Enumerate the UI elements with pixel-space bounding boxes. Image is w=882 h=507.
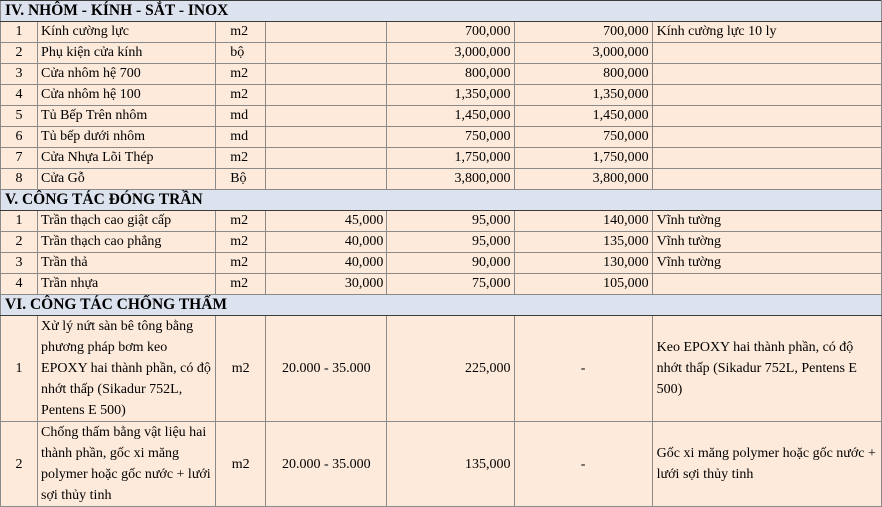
price-cell[interactable]: 75,000 (387, 274, 514, 295)
table-row[interactable] (1, 232, 882, 253)
item-name-cell[interactable]: Chống thấm bằng vật liệu hai thành phần, gốc xi măng polymer hoặc gốc nước + lưới sợi thủy tinh (38, 422, 216, 507)
stt-cell[interactable]: 6 (1, 127, 38, 148)
price-cell[interactable] (266, 148, 387, 169)
total-cell[interactable]: 1,450,000 (514, 106, 652, 127)
item-name-cell[interactable]: Trần thả (38, 253, 216, 274)
price-cell[interactable]: 20.000 - 35.000 (266, 316, 387, 422)
table-row[interactable] (1, 148, 882, 169)
price-cell[interactable]: 3,800,000 (387, 169, 514, 190)
table-row[interactable] (1, 43, 882, 64)
price-cell[interactable]: 40,000 (266, 253, 387, 274)
stt-cell[interactable]: 3 (1, 64, 38, 85)
stt-cell[interactable]: 1 (1, 22, 38, 43)
table-row[interactable] (1, 211, 882, 232)
table-row[interactable] (1, 422, 882, 507)
table-row[interactable] (1, 106, 882, 127)
unit-cell[interactable]: m2 (216, 22, 266, 43)
total-cell[interactable]: 1,350,000 (514, 85, 652, 106)
item-name-cell[interactable]: Trần thạch cao giật cấp (38, 211, 216, 232)
note-cell[interactable] (652, 274, 881, 295)
price-cell[interactable]: 1,450,000 (387, 106, 514, 127)
total-cell[interactable]: 700,000 (514, 22, 652, 43)
price-cell[interactable]: 20.000 - 35.000 (266, 422, 387, 507)
table-row[interactable] (1, 169, 882, 190)
total-cell[interactable]: 750,000 (514, 127, 652, 148)
unit-cell[interactable]: m2 (216, 422, 266, 507)
total-cell[interactable]: - (514, 316, 652, 422)
total-cell[interactable]: - (514, 422, 652, 507)
note-cell[interactable]: Vĩnh tường (652, 232, 881, 253)
unit-cell[interactable]: md (216, 106, 266, 127)
price-cell[interactable] (266, 22, 387, 43)
stt-cell[interactable]: 2 (1, 232, 38, 253)
price-cell[interactable] (266, 85, 387, 106)
price-cell[interactable]: 700,000 (387, 22, 514, 43)
note-cell[interactable] (652, 64, 881, 85)
total-cell[interactable]: 130,000 (514, 253, 652, 274)
total-cell[interactable]: 800,000 (514, 64, 652, 85)
note-cell[interactable] (652, 43, 881, 64)
section-header-vi (1, 295, 882, 316)
stt-cell[interactable]: 3 (1, 253, 38, 274)
item-name-cell[interactable]: Cửa nhôm hệ 100 (38, 85, 216, 106)
stt-cell[interactable]: 4 (1, 85, 38, 106)
stt-cell[interactable]: 7 (1, 148, 38, 169)
stt-cell[interactable]: 1 (1, 211, 38, 232)
price-cell[interactable]: 225,000 (387, 316, 514, 422)
total-cell[interactable]: 140,000 (514, 211, 652, 232)
price-cell[interactable]: 45,000 (266, 211, 387, 232)
note-cell[interactable]: Vĩnh tường (652, 253, 881, 274)
stt-cell[interactable]: 4 (1, 274, 38, 295)
item-name-cell[interactable]: Cửa nhôm hệ 700 (38, 64, 216, 85)
price-cell[interactable]: 750,000 (387, 127, 514, 148)
section-title: VI. CÔNG TÁC CHỐNG THẤM (1, 295, 882, 316)
note-cell[interactable]: Vĩnh tường (652, 211, 881, 232)
price-cell[interactable]: 30,000 (266, 274, 387, 295)
total-cell[interactable]: 3,800,000 (514, 169, 652, 190)
stt-cell[interactable]: 2 (1, 43, 38, 64)
price-cell[interactable]: 135,000 (387, 422, 514, 507)
note-cell[interactable] (652, 148, 881, 169)
item-name-cell[interactable]: Cửa Gỗ (38, 169, 216, 190)
unit-cell[interactable]: md (216, 127, 266, 148)
total-cell[interactable]: 135,000 (514, 232, 652, 253)
item-name-cell[interactable]: Cửa Nhựa Lõi Thép (38, 148, 216, 169)
item-name-cell[interactable]: Xử lý nứt sàn bê tông bằng phương pháp bơm keo EPOXY hai thành phần, có độ nhớt thấp (Sikadur 752L, Pentens E 500) (38, 316, 216, 422)
note-cell[interactable] (652, 85, 881, 106)
unit-cell[interactable]: m2 (216, 316, 266, 422)
price-cell[interactable] (266, 106, 387, 127)
unit-cell[interactable]: m2 (216, 232, 266, 253)
price-cell[interactable]: 3,000,000 (387, 43, 514, 64)
unit-cell[interactable]: m2 (216, 85, 266, 106)
unit-cell[interactable]: bộ (216, 43, 266, 64)
price-cell[interactable]: 90,000 (387, 253, 514, 274)
unit-cell[interactable]: Bộ (216, 169, 266, 190)
note-cell[interactable]: Gốc xi măng polymer hoặc gốc nước + lưới sợi thủy tinh (652, 422, 881, 507)
section-title: IV. NHÔM - KÍNH - SẮT - INOX (1, 1, 882, 22)
price-cell[interactable] (266, 127, 387, 148)
stt-cell[interactable]: 5 (1, 106, 38, 127)
note-cell[interactable]: Kính cường lực 10 ly (652, 22, 881, 43)
unit-cell[interactable]: m2 (216, 274, 266, 295)
table-row[interactable] (1, 64, 882, 85)
note-cell[interactable] (652, 127, 881, 148)
table-row[interactable] (1, 22, 882, 43)
table-row[interactable] (1, 274, 882, 295)
price-cell[interactable]: 95,000 (387, 232, 514, 253)
unit-cell[interactable]: m2 (216, 211, 266, 232)
price-cell[interactable] (266, 64, 387, 85)
item-name-cell[interactable]: Trần nhựa (38, 274, 216, 295)
stt-cell[interactable]: 8 (1, 169, 38, 190)
item-name-cell[interactable]: Phụ kiện cửa kính (38, 43, 216, 64)
item-name-cell[interactable]: Trần thạch cao phẳng (38, 232, 216, 253)
total-cell[interactable]: 1,750,000 (514, 148, 652, 169)
price-cell[interactable] (266, 43, 387, 64)
price-cell[interactable]: 95,000 (387, 211, 514, 232)
price-cell[interactable]: 1,750,000 (387, 148, 514, 169)
price-cell[interactable]: 800,000 (387, 64, 514, 85)
item-name-cell[interactable]: Kính cường lực (38, 22, 216, 43)
table-row[interactable] (1, 127, 882, 148)
price-cell[interactable]: 40,000 (266, 232, 387, 253)
stt-cell[interactable]: 2 (1, 422, 38, 507)
total-cell[interactable]: 3,000,000 (514, 43, 652, 64)
item-name-cell[interactable]: Tủ bếp dưới nhôm (38, 127, 216, 148)
price-cell[interactable] (266, 169, 387, 190)
unit-cell[interactable]: m2 (216, 64, 266, 85)
unit-cell[interactable]: m2 (216, 148, 266, 169)
table-row[interactable] (1, 85, 882, 106)
section-title: V. CÔNG TÁC ĐÓNG TRẦN (1, 190, 882, 211)
section-header-v (1, 190, 882, 211)
note-cell[interactable] (652, 106, 881, 127)
section-header-iv (1, 1, 882, 22)
stt-cell[interactable]: 1 (1, 316, 38, 422)
total-cell[interactable]: 105,000 (514, 274, 652, 295)
item-name-cell[interactable]: Tủ Bếp Trên nhôm (38, 106, 216, 127)
price-cell[interactable]: 1,350,000 (387, 85, 514, 106)
table-row[interactable] (1, 316, 882, 422)
note-cell[interactable]: Keo EPOXY hai thành phần, có độ nhớt thấp (Sikadur 752L, Pentens E 500) (652, 316, 881, 422)
note-cell[interactable] (652, 169, 881, 190)
table-row[interactable] (1, 253, 882, 274)
unit-cell[interactable]: m2 (216, 253, 266, 274)
